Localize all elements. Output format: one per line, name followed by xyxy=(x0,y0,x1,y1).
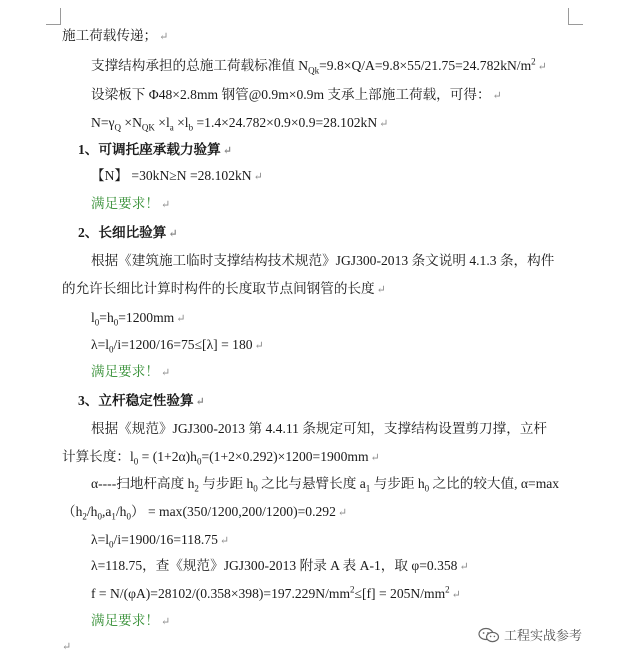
paragraph-mark: ↵ xyxy=(159,31,169,43)
formula-line: $\lambda=l_0/i=1200/16=75\le[\lambda] = 180$ ↵ xyxy=(91,337,264,355)
page-corner-mark-top-right xyxy=(568,8,583,25)
watermark xyxy=(478,625,582,644)
paragraph-mark: ↵ xyxy=(160,367,171,379)
formula-line: $\lambda=l_0/i=1900/16=118.75$ ↵ xyxy=(91,532,230,550)
text-line: 设梁板下 Φ48×2.8mm 钢管@0.9m×0.9m 支承上部施工荷载，可得： ↵ xyxy=(91,87,502,102)
paragraph-mark: ↵ xyxy=(222,145,232,157)
paragraph-mark: ↵ xyxy=(219,535,230,547)
watermark-text: 工程实战参考 xyxy=(504,628,583,643)
paragraph-mark: ↵ xyxy=(451,589,461,601)
satisfied-note: 满足要求！ ↵ xyxy=(91,196,171,211)
satisfied-note: 满足要求！ ↵ xyxy=(91,364,171,379)
paragraph-mark: ↵ xyxy=(492,90,502,102)
paragraph-mark: ↵ xyxy=(537,61,547,73)
formula-line: $f = N/(\varphi A)=28102/(0.358\times 398)=197.229N/mm^2\le[f] = 205N/mm^2$ ↵ xyxy=(91,584,461,601)
text-line: 的允许长细比计算时构件的长度取节点间钢管的长度 ↵ xyxy=(62,281,386,296)
wechat-icon xyxy=(478,627,500,643)
paragraph-mark: ↵ xyxy=(160,199,171,211)
formula-line: 计算长度：$l_0 = (1+2\alpha)h_0=(1+2\times 0.292)\times 1200=1900mm$ ↵ xyxy=(62,449,380,467)
text-line: α----扫地杆高度 $h_2$ 与步距 $h_0$ 之比与悬臂长度 $a_1$ 与步距 $h_0$ 之比的较大值, α=max xyxy=(91,476,560,494)
formula-line: $(h_2/h_0,a_1/h_0) = \max(350/1200,200/1200)=0.292$ ↵ xyxy=(62,504,348,522)
paragraph-mark: ↵ xyxy=(253,171,263,183)
text-line: 支撑结构承担的总施工荷载标准值 $N_{Qk}=9.8\times Q/A=9.8\times 55/21.75=24.782kN/m^2$ ↵ xyxy=(91,56,547,76)
paragraph-mark: ↵ xyxy=(376,284,386,296)
paragraph-mark: ↵ xyxy=(254,340,264,352)
text-line: 【N】 =30kN≥N =28.102kN ↵ xyxy=(91,168,263,183)
paragraph-mark: ↵ xyxy=(62,641,72,653)
paragraph-mark: ↵ xyxy=(337,507,348,519)
text-line: 根据《建筑施工临时支撑结构技术规范》JGJ300-2013 条文说明 4.1.3 条，构件 xyxy=(91,253,555,268)
paragraph-mark: ↵ xyxy=(459,561,469,573)
section-heading-1: 1、可调托座承载力验算 ↵ xyxy=(78,142,232,157)
text-line: λ=118.75，查《规范》JGJ300-2013 附录 A 表 A-1，取 φ=0.358 ↵ xyxy=(91,558,469,573)
paragraph-mark: ↵ xyxy=(195,396,205,408)
formula-line: $N=\gamma_Q \times N_{QK} \times l_a \times l_b =1.4\times 24.782\times 0.9\times 0.9=28.102kN$ ↵ xyxy=(91,115,389,133)
satisfied-note: 满足要求！ ↵ xyxy=(91,613,171,628)
paragraph-mark: ↵ xyxy=(176,313,186,325)
paragraph-mark: ↵ xyxy=(379,118,389,130)
text-line: 根据《规范》JGJ300-2013 第 4.4.11 条规定可知，支撑结构设置剪刀撑，立杆 xyxy=(91,421,548,436)
text-line: 施工荷载传递； ↵ xyxy=(62,28,169,43)
page-corner-mark-top-left xyxy=(46,8,61,25)
formula-line: $l_0=h_0=1200mm$ ↵ xyxy=(91,310,186,328)
paragraph-mark: ↵ xyxy=(370,452,380,464)
section-heading-2: 2、长细比验算 ↵ xyxy=(78,225,178,240)
paragraph-mark: ↵ xyxy=(160,616,171,628)
paragraph-mark: ↵ xyxy=(168,228,178,240)
section-heading-3: 3、立杆稳定性验算 ↵ xyxy=(78,393,205,408)
